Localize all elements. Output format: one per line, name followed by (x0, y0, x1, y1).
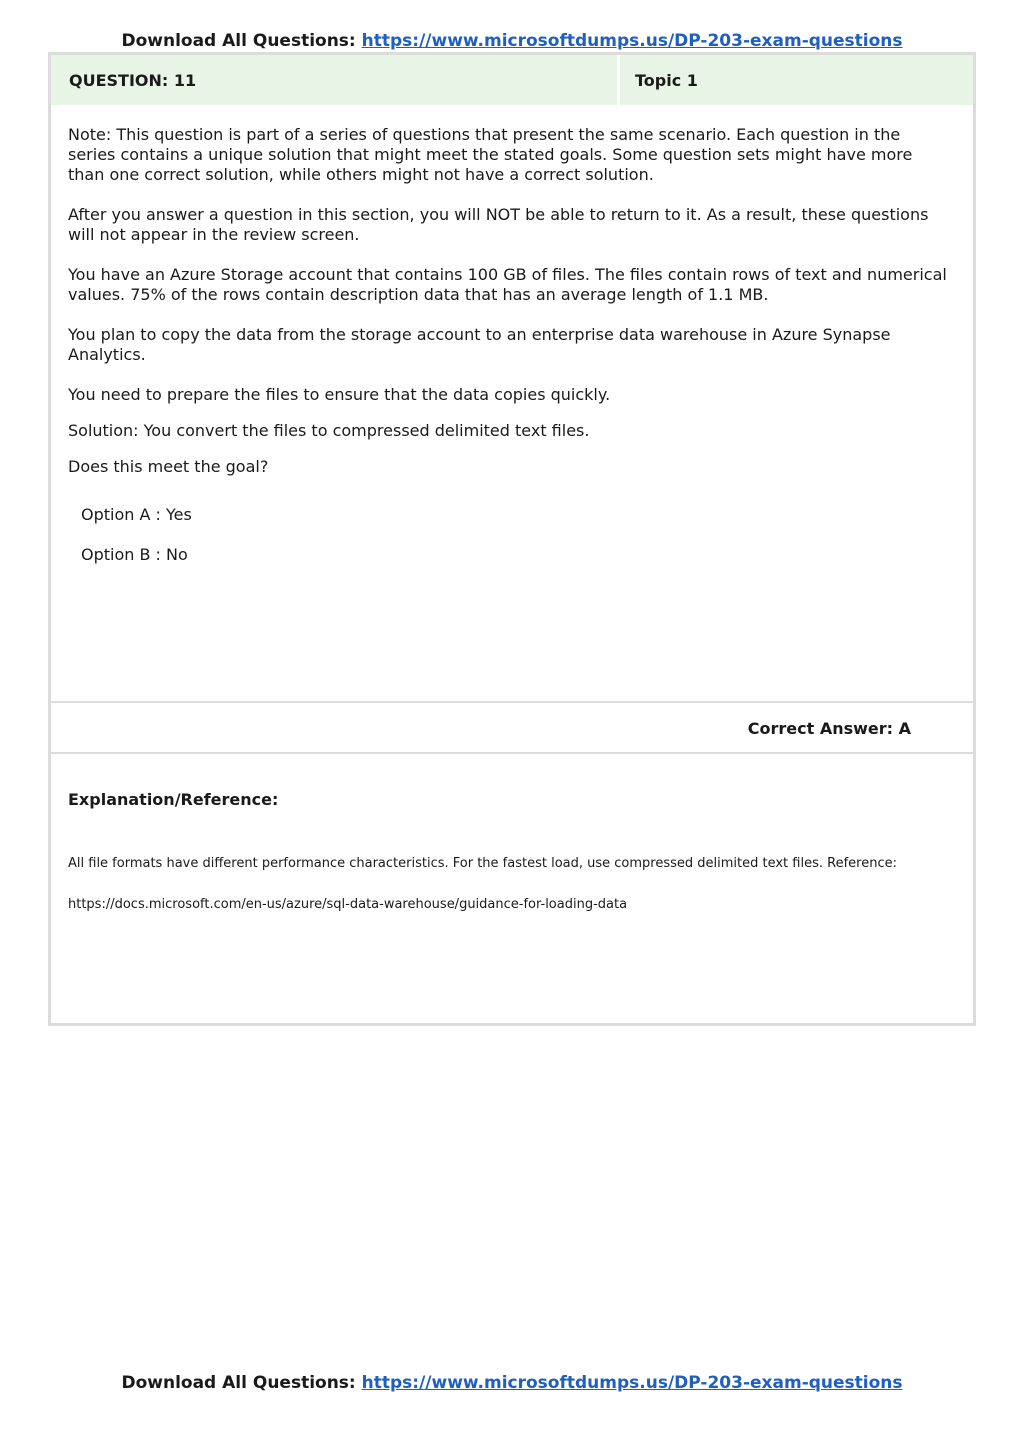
option-b[interactable]: Option B : No (81, 545, 188, 564)
divider (51, 752, 973, 754)
question-card (48, 52, 976, 1026)
download-banner-bottom (0, 1372, 1024, 1394)
explanation-title: Explanation/Reference: (68, 790, 279, 809)
download-label: Download All Questions: (121, 31, 356, 51)
question-paragraph: You have an Azure Storage account that contains 100 GB of files. The files contain rows of text and numerical values. 75% of the rows contain description data that has an average length of 1.1 MB. (68, 265, 947, 304)
question-paragraph: Solution: You convert the files to compressed delimited text files. (68, 421, 590, 440)
question-topic: Topic 1 (620, 55, 973, 105)
divider (51, 701, 973, 703)
option-a[interactable]: Option A : Yes (81, 505, 192, 524)
question-body (68, 125, 948, 497)
question-header (51, 55, 973, 105)
download-link[interactable]: https://www.microsoftdumps.us/DP-203-exam-questions (361, 1373, 903, 1393)
question-prompt: Does this meet the goal? (68, 457, 269, 476)
reference-url: https://docs.microsoft.com/en-us/azure/sql-data-warehouse/guidance-for-loading-data (68, 897, 628, 912)
question-paragraph: After you answer a question in this section, you will NOT be able to return to it. As a result, these questions will not appear in the review screen. (68, 205, 929, 244)
download-label: Download All Questions: (121, 1373, 356, 1393)
question-paragraph: Note: This question is part of a series of questions that present the same scenario. Each question in the series contains a unique solution that might meet the stated goals. Some question sets might have more than one correct solution, while others might not have a correct solution. (68, 125, 913, 184)
explanation-text (68, 855, 948, 937)
question-number: QUESTION: 11 (51, 55, 620, 105)
download-banner-top (0, 30, 1024, 52)
correct-answer: Correct Answer: A (747, 719, 911, 738)
explanation-paragraph: All file formats have different performance characteristics. For the fastest load, use compressed delimited text files. Reference: (68, 856, 897, 871)
download-link[interactable]: https://www.microsoftdumps.us/DP-203-exam-questions (361, 31, 903, 51)
answer-options (81, 505, 192, 585)
question-paragraph: You plan to copy the data from the storage account to an enterprise data warehouse in Azure Synapse Analytics. (68, 325, 891, 364)
question-paragraph: You need to prepare the files to ensure that the data copies quickly. (68, 385, 611, 404)
